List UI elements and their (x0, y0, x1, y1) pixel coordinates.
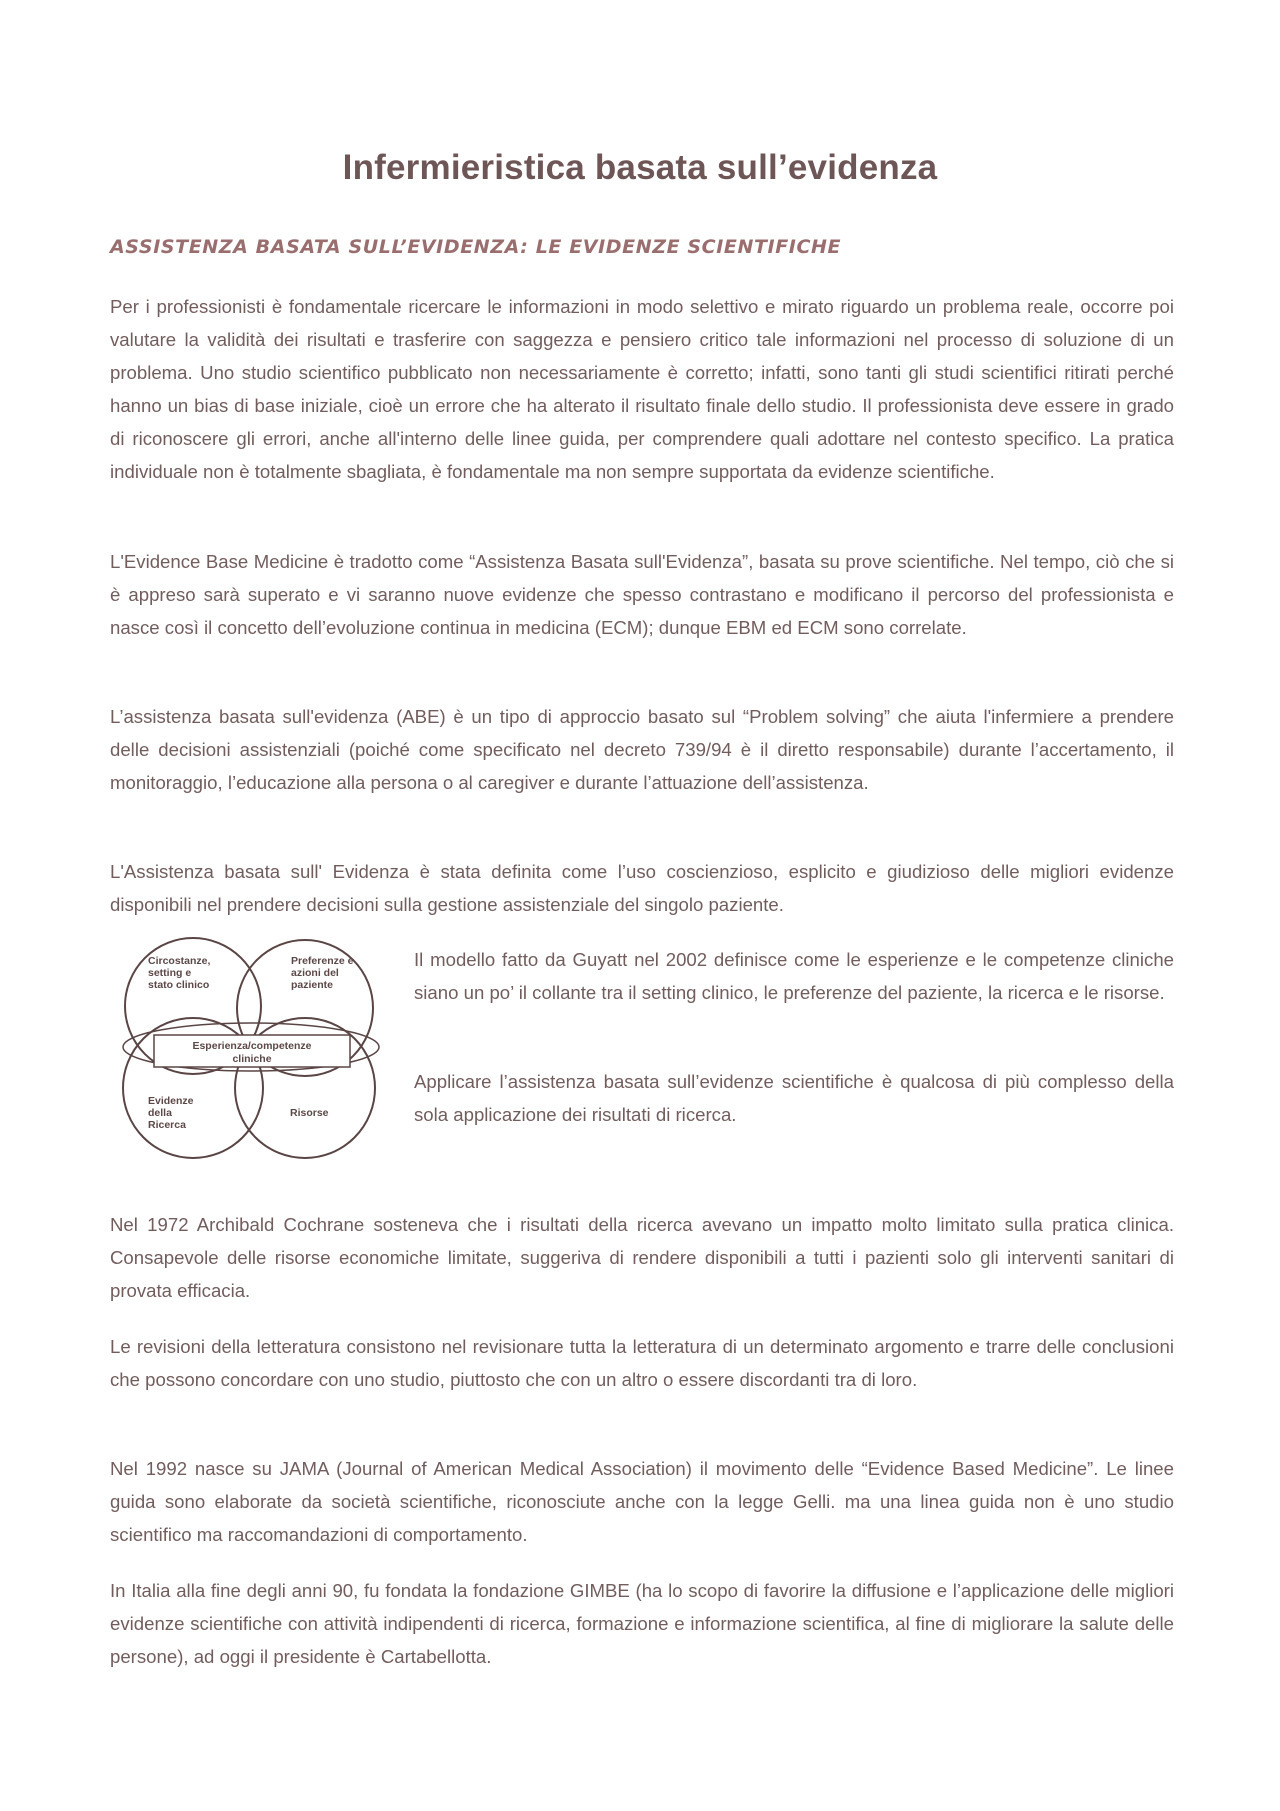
label-setting: setting e (148, 967, 192, 979)
label-azioni: azioni del (291, 967, 339, 979)
paragraph-4: L'Assistenza basata sull' Evidenza è stata definita come l’uso coscienzioso, esplicito e giudizioso delle migliori evidenze disponibili nel prendere decisioni sulla gestione assistenziale del singolo paziente. (110, 861, 1174, 915)
paragraph-5: Il modello fatto da Guyatt nel 2002 definisce come le esperienze e le competenze cliniche siano un po’ il collante tra il setting clinico, le preferenze del paziente, la ricerca e le risorse. (414, 949, 1174, 1003)
paragraph-9: Nel 1992 nasce su JAMA (Journal of American Medical Association) il movimento delle “Evidence Based Medicine”. Le linee guida sono elaborate da società scientifiche, riconosciute anche con la legge Gelli. ma una linea guida non è uno studio scientifico ma raccomandazioni di comportamento. (110, 1458, 1174, 1545)
label-cliniche: cliniche (232, 1053, 272, 1065)
paragraph-2: L'Evidence Base Medicine è tradotto come “Assistenza Basata sull'Evidenza”, basata su prove scientifiche. Nel tempo, ciò che si è appreso sarà superato e vi saranno nuove evidenze che spesso contrastano e modificano il percorso del professionista e nasce così il concetto dell’evoluzione continua in medicina (ECM); dunque EBM ed ECM sono correlate. (110, 551, 1174, 638)
label-evidenze: Evidenze (148, 1095, 194, 1107)
paragraph-6: Applicare l’assistenza basata sull’evidenze scientifiche è qualcosa di più complesso della sola applicazione dei risultati di ricerca. (414, 1071, 1174, 1125)
label-esperienza: Esperienza/competenze (192, 1040, 312, 1052)
venn-diagram-svg (108, 936, 402, 1160)
paragraph-10: In Italia alla fine degli anni 90, fu fondata la fondazione GIMBE (ha lo scopo di favorire la diffusione e l’applicazione delle migliori evidenze scientifiche con attività indipendenti di ricerca, formazione e informazione scientifica, al fine di migliorare la salute delle persone), ad oggi il presidente è Cartabellotta. (110, 1580, 1174, 1667)
label-della: della (148, 1107, 172, 1119)
paragraph-8: Le revisioni della letteratura consistono nel revisionare tutta la letteratura di un determinato argomento e trarre delle conclusioni che possono concordare con uno studio, piuttosto che con un altro o essere discordanti tra di loro. (110, 1336, 1174, 1390)
label-ricerca: Ricerca (148, 1119, 186, 1131)
paragraph-7: Nel 1972 Archibald Cochrane sosteneva che i risultati della ricerca avevano un impatto molto limitato sulla pratica clinica. Consapevole delle risorse economiche limitate, suggeriva di rendere disponibili a tutti i pazienti solo gli interventi sanitari di provata efficacia. (110, 1214, 1174, 1301)
paragraph-3: L’assistenza basata sull'evidenza (ABE) è un tipo di approccio basato sul “Problem solving” che aiuta l'infermiere a prendere delle decisioni assistenziali (poiché come specificato nel decreto 739/94 è il diretto responsabile) durante l’accertamento, il monitoraggio, l’educazione alla persona o al caregiver e durante l’attuazione dell’assistenza. (110, 706, 1174, 793)
guyatt-model-diagram (108, 936, 402, 1160)
label-risorse: Risorse (290, 1107, 329, 1119)
paragraph-1: Per i professionisti è fondamentale ricercare le informazioni in modo selettivo e mirato riguardo un problema reale, occorre poi valutare la validità dei risultati e trasferire con saggezza e pensiero critico tale informazioni nel processo di soluzione di un problema. Uno studio scientifico pubblicato non necessariamente è corretto; infatti, sono tanti gli studi scientifici ritirati perché hanno un bias di base iniziale, cioè un errore che ha alterato il risultato finale dello studio. Il professionista deve essere in grado di riconoscere gli errori, anche all'interno delle linee guida, per comprendere quali adottare nel contesto specifico. La pratica individuale non è totalmente sbagliata, è fondamentale ma non sempre supportata da evidenze scientifiche. (110, 296, 1174, 482)
label-stato-clinico: stato clinico (148, 979, 210, 991)
label-circostanze: Circostanze, (148, 955, 211, 967)
document-title: Infermieristica basata sull’evidenza (342, 148, 938, 187)
label-paziente: paziente (291, 979, 334, 991)
section-heading: ASSISTENZA BASATA SULL’EVIDENZA: LE EVIDENZE SCIENTIFICHE (110, 236, 842, 258)
label-preferenze: Preferenze e (291, 955, 354, 967)
